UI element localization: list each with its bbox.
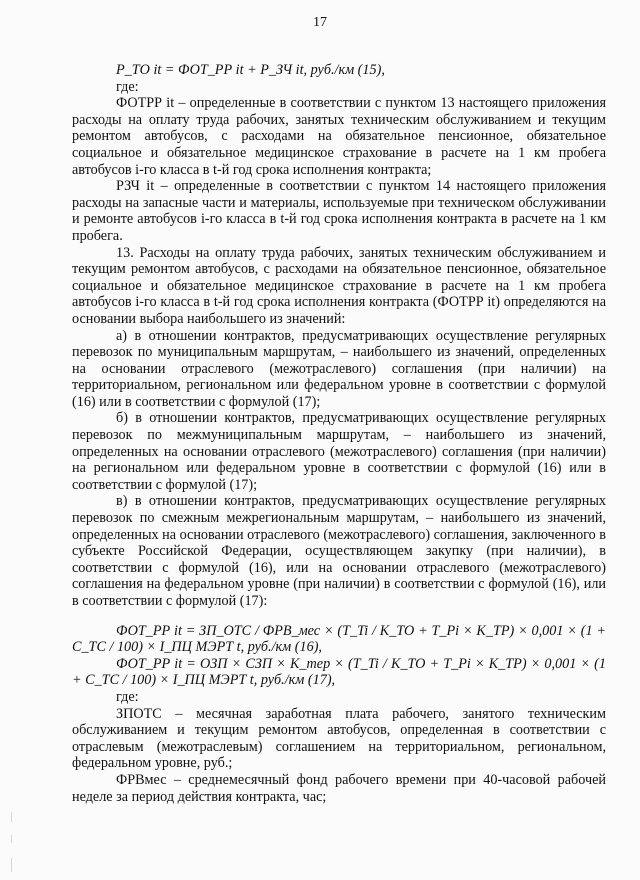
scan-mark bbox=[11, 835, 12, 843]
document-body bbox=[72, 62, 606, 805]
scan-mark bbox=[11, 858, 12, 872]
formula-16: ФОТ_РР it = ЗП_ОТС / ФРВ_мес × (T_Ti / K_TO + T_Pi × K_TP) × 0,001 × (1 + C_TC / 100) × I_ПЦ МЭРТ t, руб./км (16), bbox=[72, 622, 606, 656]
list-item-b: б) в отношении контрактов, предусматривающих осуществление регулярных перевозок по межмуниципальным маршрутам, – наибольшего из значений, определенных на основании отраслевого (межотраслевого) соглашения (при наличии) на региональном или федеральном уровне в соответствии с формулой (16) или в соответствии с формулой (17); bbox=[72, 410, 606, 493]
formula-17: ФОТ_РР it = ОЗП × СЗП × K_тер × (T_Ti / K_TO + T_Pi × K_TP) × 0,001 × (1 + C_TC / 100) × I_ПЦ МЭРТ t, руб./км (17), bbox=[72, 655, 606, 689]
page-number: 17 bbox=[313, 15, 327, 30]
formula-15: Р_ТО it = ФОТ_РР it + Р_ЗЧ it, руб./км (15), bbox=[116, 62, 385, 78]
paragraph-13: 13. Расходы на оплату труда рабочих, занятых техническим обслуживанием и текущим ремонтом автобусов, с расходами на обязательное пенсионное, обязательное социальное и обязательное медицинское страхование в расчете на 1 км пробега автобусов i-го класса в t-й год срока исполнения контракта (ФОТРР it) определяются на основании выбора наибольшего из значений: bbox=[72, 244, 606, 327]
definition-rzch: РЗЧ it – определенные в соответствии с пунктом 14 настоящего приложения расходы на запасные части и материалы, используемые при техническом обслуживании и ремонте автобусов i-го класса в t-й год срока исполнения контракта в расчете на 1 км пробега. bbox=[72, 178, 606, 244]
definition-zp: ЗПОТС – месячная заработная плата рабочего, занятого техническим обслуживанием и текущим ремонтом автобусов, определенная в соответствии с отраслевым (межотраслевым) соглашением на территориальном, региональном, федеральном уровне, руб.; bbox=[72, 705, 606, 772]
scan-mark bbox=[11, 812, 12, 822]
definition-frv: ФРВмес – среднемесячный фонд рабочего времени при 40-часовой рабочей неделе за период действия контракта, час; bbox=[72, 771, 606, 805]
where-label: где: bbox=[116, 688, 139, 705]
where-label: где: bbox=[116, 78, 139, 95]
list-item-v: в) в отношении контрактов, предусматривающих осуществление регулярных перевозок по смежным межрегиональным маршрутам, – наибольшего из значений, определенных на основании отраслевого (межотраслевого) соглашения, заключенного в субъекте Российской Федерации, осуществляющем закупку (при наличии), в соответствии с формулой (16), или на основании отраслевого (межотраслевого) соглашения на федеральном уровне (при наличии) в соответствии с формулой (16), или в соответствии с формулой (17): bbox=[72, 493, 606, 609]
spacer bbox=[72, 610, 606, 623]
definition-fot: ФОТРР it – определенные в соответствии с пунктом 13 настоящего приложения расходы на оплату труда рабочих, занятых техническим обслуживанием и текущим ремонтом автобусов, с расходами на обязательное пенсионное, обязательное социальное и обязательное медицинское страхование в расчете на 1 км пробега автобусов i-го класса в t-й год срока исполнения контракта; bbox=[72, 95, 606, 178]
list-item-a: а) в отношении контрактов, предусматривающих осуществление регулярных перевозок по муниципальным маршрутам, – наибольшего из значений, определенных на основании отраслевого (межотраслевого) соглашения (при наличии) на территориальном, региональном или федеральном уровне в соответствии с формулой (16) или в соответствии с формулой (17); bbox=[72, 327, 606, 410]
